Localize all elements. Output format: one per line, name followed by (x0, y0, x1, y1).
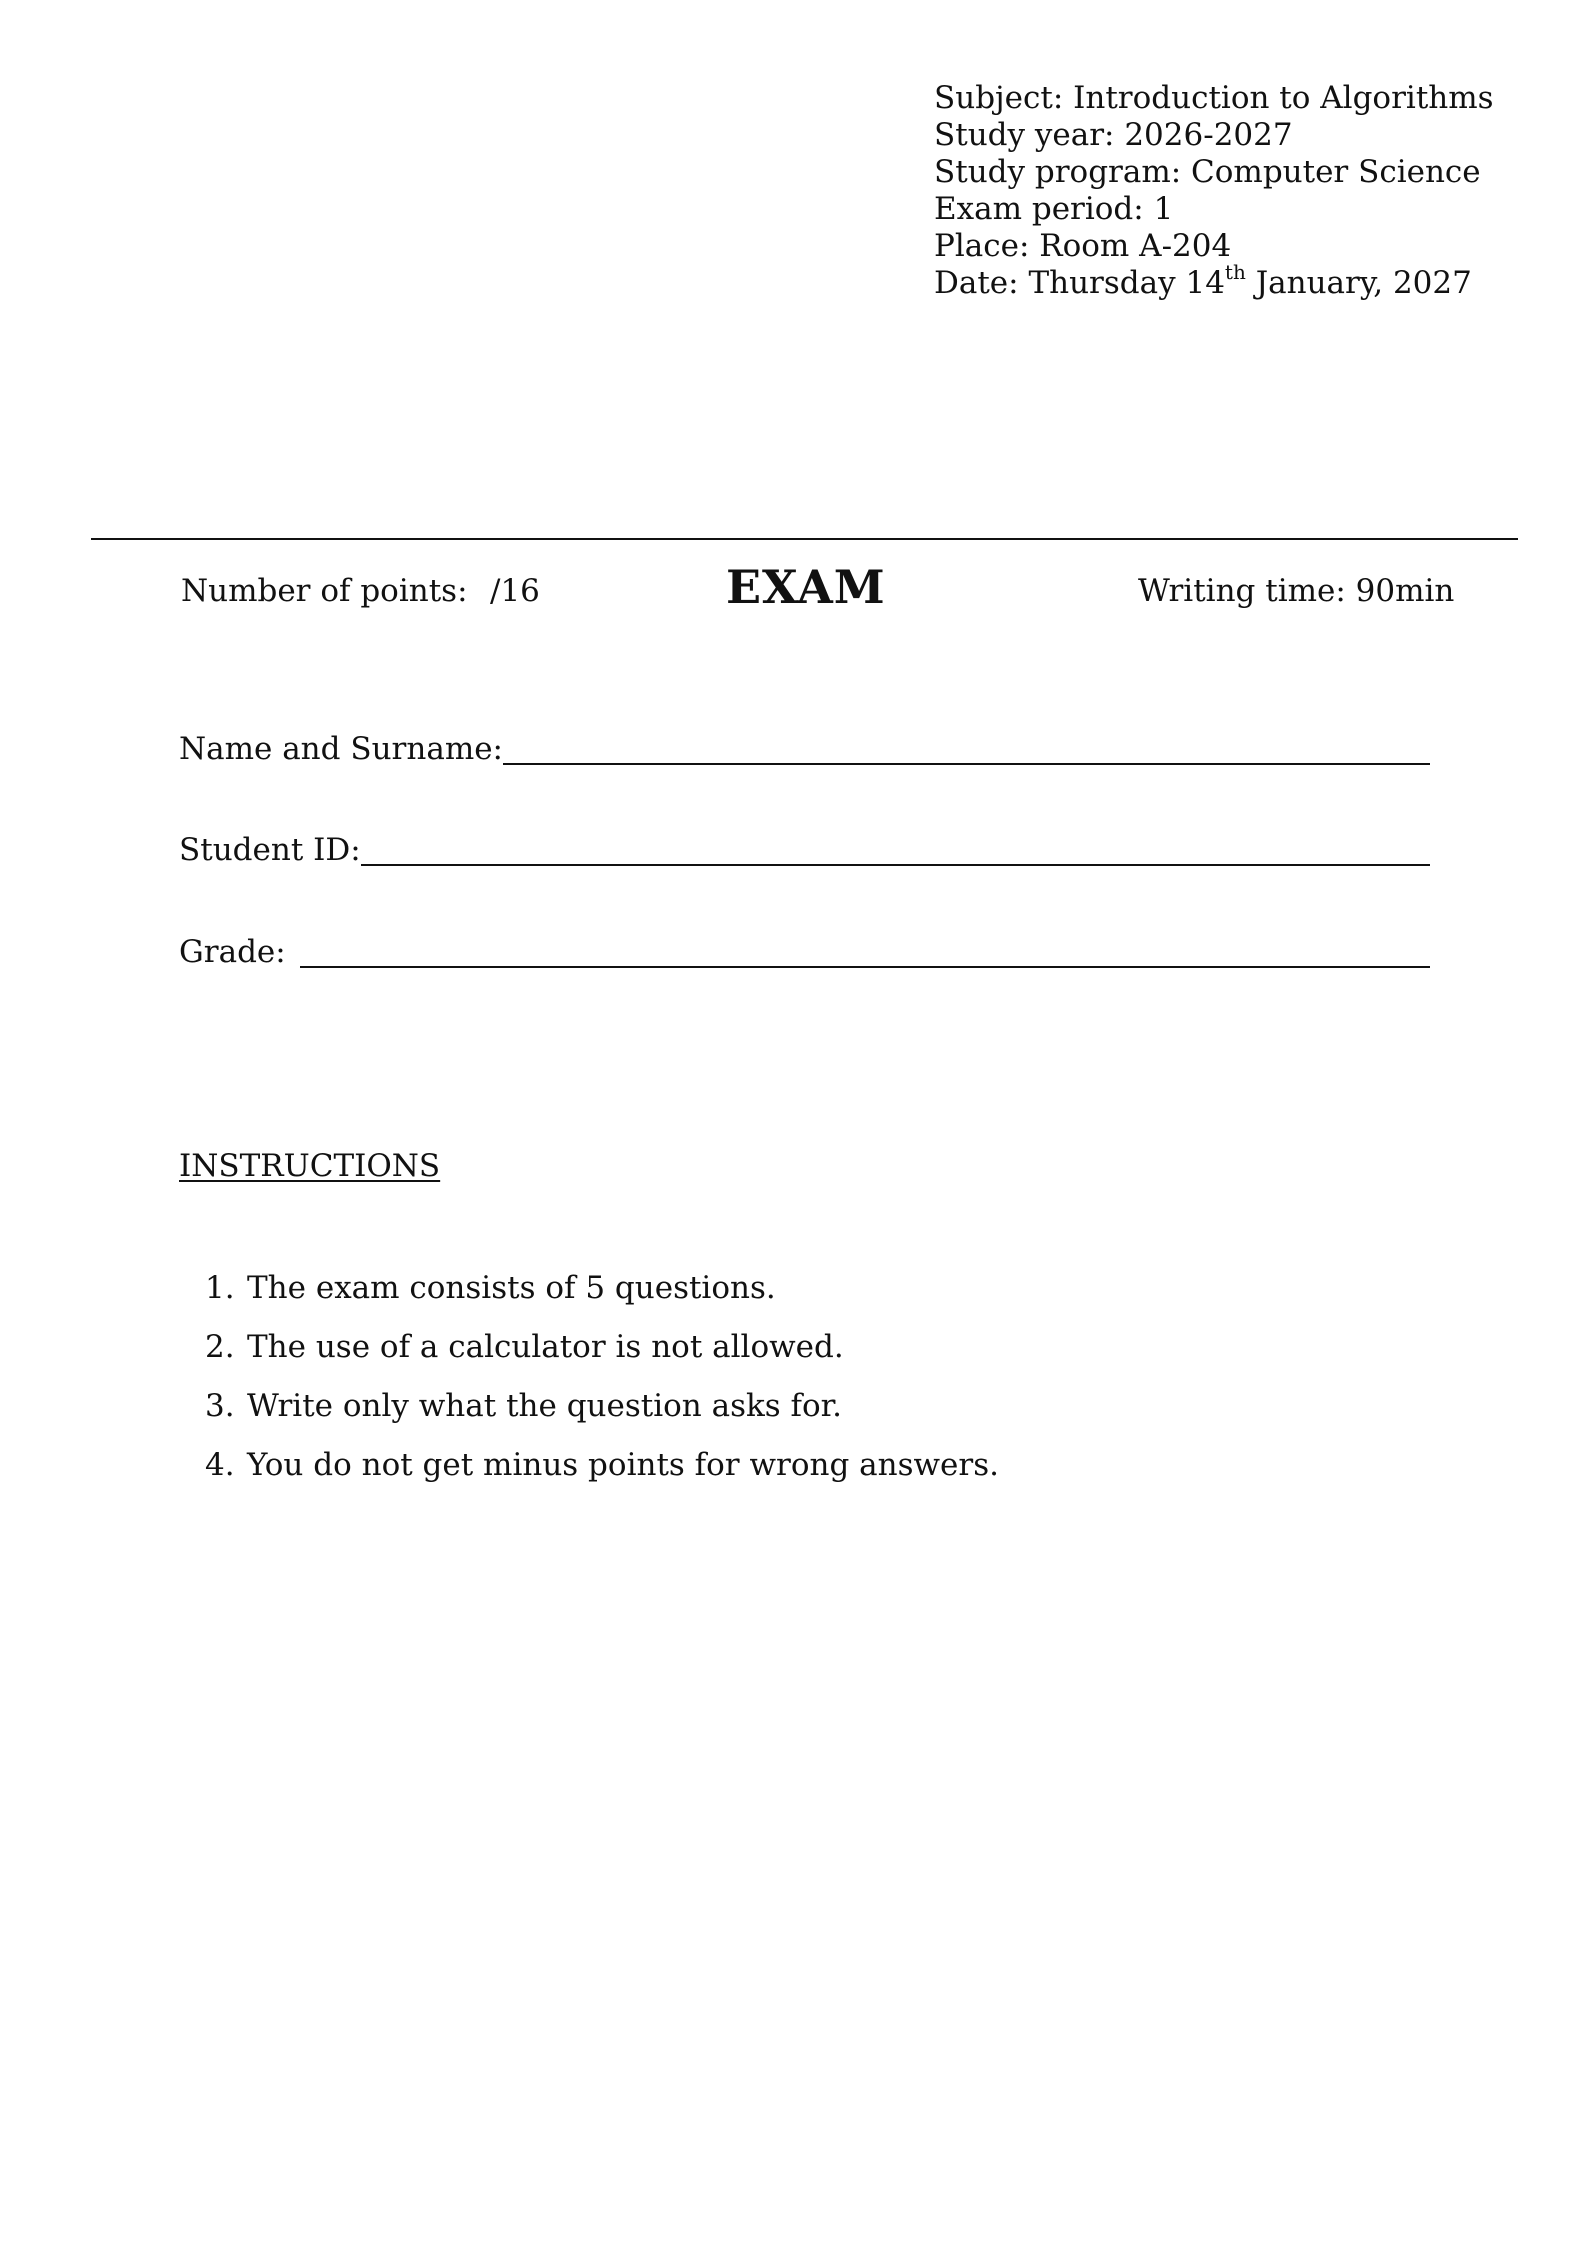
place-line: Place: Room A-204 (934, 228, 1232, 264)
instruction-number: 1. (205, 1270, 235, 1306)
points-label: Number of points: (181, 573, 468, 609)
instruction-item (205, 1388, 999, 1447)
grade-blank-line[interactable] (300, 966, 1430, 968)
subject-line: Subject: Introduction to Algorithms (934, 80, 1494, 116)
student-id-field[interactable] (179, 828, 1430, 868)
instruction-text: Write only what the question asks for. (247, 1388, 842, 1424)
exam-metadata-block (934, 80, 1494, 302)
date-ordinal-suffix: th (1224, 259, 1246, 284)
instructions-list (205, 1270, 999, 1506)
study-program-line: Study program: Computer Science (934, 154, 1481, 190)
name-surname-label: Name and Surname: (179, 731, 504, 767)
date-prefix: Date: Thursday 14 (934, 265, 1225, 301)
grade-field[interactable] (179, 930, 1430, 970)
instruction-number: 3. (205, 1388, 235, 1424)
instructions-heading: INSTRUCTIONS (179, 1148, 441, 1184)
horizontal-divider (91, 538, 1518, 540)
points-total: /16 (490, 573, 540, 609)
instruction-item (205, 1447, 999, 1506)
date-line (934, 259, 1494, 302)
student-id-blank-line[interactable] (361, 864, 1430, 866)
grade-label: Grade: (179, 934, 286, 970)
instruction-item (205, 1270, 999, 1329)
writing-time: Writing time: 90min (1138, 573, 1455, 609)
instruction-text: The use of a calculator is not allowed. (247, 1329, 844, 1365)
study-year-line: Study year: 2026-2027 (934, 117, 1293, 153)
date-rest: January, 2027 (1245, 265, 1472, 301)
instruction-item (205, 1329, 999, 1388)
name-surname-blank-line[interactable] (503, 763, 1430, 765)
instruction-text: You do not get minus points for wrong answers. (247, 1447, 999, 1483)
instruction-number: 2. (205, 1329, 235, 1365)
exam-title: EXAM (726, 560, 886, 614)
student-id-label: Student ID: (179, 832, 361, 868)
exam-period-line: Exam period: 1 (934, 191, 1174, 227)
instruction-text: The exam consists of 5 questions. (247, 1270, 776, 1306)
instruction-number: 4. (205, 1447, 235, 1483)
name-surname-field[interactable] (179, 727, 1430, 767)
